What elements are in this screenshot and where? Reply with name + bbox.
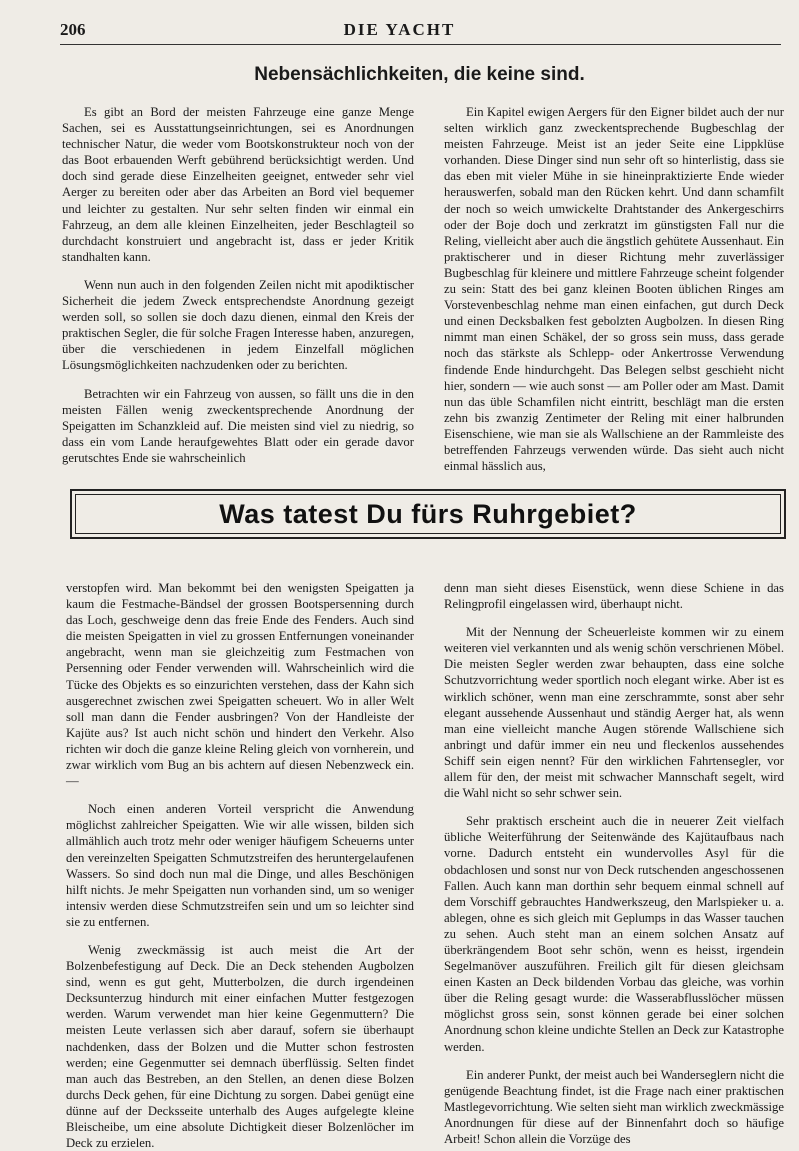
- paragraph: Sehr praktisch erscheint auch die in neuerer Zeit vielfach übliche Weiterführung der Seitenwände des Kajütaufbaus nach vorne. Dadurch entsteht ein wundervolles Asyl für die obdachlosen und sonst nur von Deck rutschenden angeschossenen Fallen. Auch kann man dorthin sehr bequem einmal schnell auf dem Vorschiff gebrauchtes Handwerkszeug, den Marlspieker u. a. ablegen, ohne es sich gleich mit Geplumps in das Wasser tauchen zu sehen. Auch steht man an einem solchen Ansatz auf überkrängendem Boot sehr schön, wenn es heisst, irgendein Segelmanöver auszuführen. Freilich gilt für diesen gleichsam einen Kasten an Deck bildenden Vorbau das gleiche, was vorhin über die Reling gesagt wurde: die Wasserabflusslöcher müssen möglichst gross sein, sonst können gerade bei einer solchen Anordnung schon kleine undichte Stellen an Deck zur Katastrophe werden.: [444, 814, 784, 1054]
- bottom-left-column: [66, 580, 414, 1151]
- bottom-right-column: [444, 580, 784, 1146]
- paragraph: denn man sieht dieses Eisenstück, wenn diese Schiene in das Relingprofil eingelassen wird, überhaupt nicht.: [444, 581, 784, 612]
- advertisement-text: Was tatest Du fürs Ruhrgebiet?: [219, 498, 637, 529]
- paragraph: Noch einen anderen Vorteil verspricht die Anwendung möglichst zahlreicher Speigatten. Wie wir alle wissen, bilden sich allmählich auch trotz mehr oder weniger häufigem Scheuerns unter den vereinzelten Speigatten Schmutzstreifen des heruntergelaufenen Wassers. So sind doch nun mal die Dinge, und alles Beschönigen hilft nichts. Je mehr Speigatten nun vorhanden sind, um so weniger intensiv werden diese Schmutzstreifen sein und um so leichter sind sie zu entfernen.: [66, 802, 414, 929]
- article-title: Nebensächlichkeiten, die keine sind.: [254, 64, 585, 85]
- running-title: DIE YACHT: [343, 20, 456, 39]
- paragraph: Wenig zweckmässig ist auch meist die Art der Bolzenbefestigung auf Deck. Die an Deck stehenden Augbolzen sind, wenn es gut geht, Mutterbolzen, die durch irgendeinen Decksunterzug hindurch mit einer einfachen Mutter festgezogen werden. Warum verwendet man hier keine Gegenmuttern? Die meisten Leute verlassen sich aber darauf, sofern sie überhaupt nachdenken, dass der Bolzen und die Mutter schon festrosten werden; eine Gegenmutter sei demnach überflüssig. Selten findet man auch das Bestreben, an den Stellen, an denen diese Bolzen durchs Deck gehen, für eine Dichtung zu sorgen. Dabei genügt eine dünne auf der Decksseite unterhalb des Auges aufgelegte kleine Bleischeibe, um eine absolute Dichtigkeit dieser Bolzenlöcher im Deck zu erzielen.: [66, 942, 414, 1151]
- top-left-column: [62, 104, 414, 476]
- paragraph: Ein anderer Punkt, der meist auch bei Wanderseglern nicht die genügende Beachtung findet, ist die Frage nach einer praktischen Mastlegevorrichtung. Wie selten sieht man wirklich zweckmässige Anordnungen für diese auf der Binnenfahrt doch so häufige Arbeit! Schon allein die Vorzüge des: [444, 1067, 784, 1146]
- paragraph: Es gibt an Bord der meisten Fahrzeuge eine ganze Menge Sachen, sei es Ausstattungseinrichtungen, sei es Anordnungen technischer Natur, die weder vom Bootskonstrukteur noch von der das Boot erbauenden Werft gebührend berücksichtigt werden. Und doch sind gerade diese Einzelheiten geeignet, entweder sehr viel Aerger zu bereiten oder aber das Arbeiten an Bord viel bequemer und leichter zu gestalten. Nur sehr selten finden wir einmal ein Fahrzeug, an dem alle kleinen Einzelheiten, jeder Beschlagteil so durchdacht konstruiert und angebracht ist, dass er jeder Kritik standhalten kann.: [62, 105, 414, 264]
- advertisement-inner-frame: [75, 494, 781, 534]
- paragraph: Mit der Nennung der Scheuerleiste kommen wir zu einem weiteren viel verkannten und als wenig schön verschrienen Möbel. Die meisten Segler werden zwar behaupten, dass eine solche Schutzvorrichtung weder sportlich noch elegant wirke. Aber ist es wirklich schöner, wenn man eine zerschrammte, sonst aber sehr elegant aussehende Aussenhaut und ständig Aerger hat, als wenn man eine vielleicht manche Augen störende Wallschiene sich anbringt und dafür immer ein neu und fleckenlos aussehendes Schiff sein eigen nennt? Für den wirklichen Fahrtensegler, vor allem für den, der meist mit schwacher Mannschaft segelt, wird die Wahl nicht so sehr schwer sein.: [444, 625, 784, 801]
- paragraph: Wenn nun auch in den folgenden Zeilen nicht mit apodiktischer Sicherheit die jedem Zweck entsprechendste Anordnung gezeigt werden soll, so sollen sie doch dazu dienen, einmal den Kreis der praktischen Segler, die für solche Fragen Interesse haben, anzuregen, über die verschiedenen in jedem Einzelfall möglichen Lösungsmöglichkeiten nachzudenken oder zu berichten.: [62, 277, 414, 373]
- paragraph: Ein Kapitel ewigen Aergers für den Eigner bildet auch der nur selten wirklich ganz zweckentsprechende Bugbeschlag der meisten Fahrzeuge. Meist ist an jeder Seite eine Lippklüse vorhanden. Diese Dinger sind nun sehr oft so hinterlistig, dass sie das eben mit vieler Mühe in sie hineinpraktizierte Ende wieder herauswerfen, sobald man den Rücken kehrt. Und dann schamfilt der noch so weich umwickelte Drahtstander des Ankergeschirrs oder der Boje doch und zerkratzt im günstigsten Fall nur die Reling, vielleicht aber auch die ängstlich gehütete Aussenhaut. Ein praktischerer und in dieser Richtung mehr zuverlässiger Bugbeschlag für kleinere und mittlere Fahrzeuge scheint folgender zu sein: Statt des bei ganz kleinen Booten üblichen Ringes am Vorstevenbeschlag nehme man einen einfachen, gut durch Deck und einen Decksbalken fest gebolzten Augbolzen. In diesen Ring nimmt man einen Schäkel, der so gross sein muss, dass gerade noch das stärkste als Schlepp- oder Ankertrosse Verwendung findende Ende hindurchgeht. Das Belegen selbst geschieht nicht hier, sondern — wie auch sonst — am Poller oder am Mast. Damit nun das üble Schamfilen nicht eintritt, beschlägt man die ersten zehn bis zwanzig Zentimeter der Reling mit einer halbrunden Eisenschiene, wie man sie als Wallschiene an der Rammleiste des betreffenden Fahrzeugs verwenden würde. Das sieht auch nicht einmal hässlich aus,: [444, 105, 784, 474]
- advertisement-banner: [70, 489, 786, 539]
- paragraph: verstopfen wird. Man bekommt bei den wenigsten Speigatten ja kaum die Festmache-Bändsel der grossen Bootspersenning durch das Loch, geschweige denn das freie Ende des Fenders. Auch sind die meisten Speigatten in viel zu grossen Entfernungen voneinander angebracht, wenn man sie gleichzeitig zum Festmachen von Persenning oder Fender verwenden will. Wahrscheinlich wird die Tücke des Objekts es so einzurichten verstehen, dass der Kahn sich ausgerechnet zwischen zwei Speigatten scheuert. Wo in aller Welt soll man dann die Fender ausbringen? Von der Handleiste der Kajüte aus? Ist auch nicht schön und hindert den Verkehr. Also richten wir doch die ganze kleine Reling gleich von vornherein, und zwar wirklich vom Bug an bis achtern auf diesen Nebenzweck ein. —: [66, 581, 414, 789]
- header-rule: [60, 44, 781, 45]
- paragraph: Betrachten wir ein Fahrzeug von aussen, so fällt uns die in den meisten Fällen wenig zweckentsprechende Anordnung der Speigatten im Schanzkleid auf. Die meisten sind viel zu niedrig, so dass ein vom Lande heraufgewehtes Blatt oder ein gerade davor gerutschtes Ende sie wahrscheinlich: [62, 386, 414, 465]
- top-right-column: [444, 104, 784, 476]
- page-number: 206: [60, 20, 86, 39]
